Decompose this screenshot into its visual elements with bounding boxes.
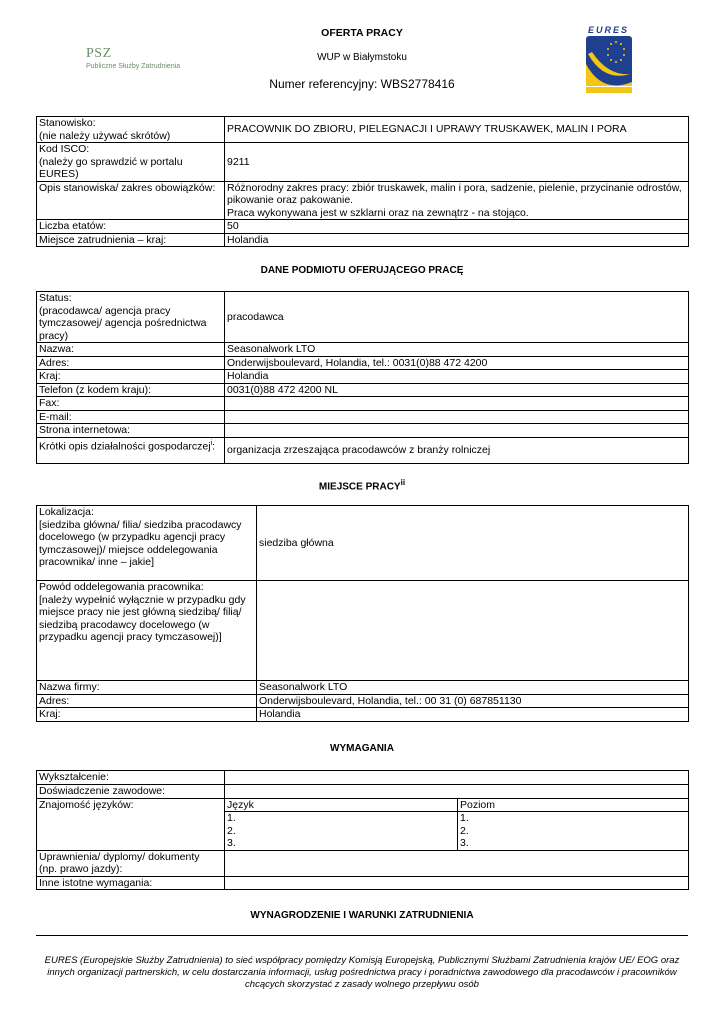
table-row	[37, 233, 689, 247]
positions-count-value: 50	[225, 220, 689, 234]
other-requirements-value	[225, 876, 689, 890]
psz-logo	[86, 46, 180, 70]
level-list	[458, 812, 689, 851]
website-value	[225, 424, 689, 438]
position-value: PRACOWNIK DO ZBIORU, PIELEGNACJI I UPRAWY TRUSKAWEK, MALIN I PORA	[225, 117, 689, 143]
psz-logo-abbr: PSZ	[86, 46, 112, 61]
other-requirements-label: Inne istotne wymagania:	[37, 876, 225, 890]
phone-label: Telefon (z kodem kraju):	[37, 383, 225, 397]
workplace-country-value: Holandia	[257, 708, 689, 722]
reference-number: Numer referencyjny: WBS2778416	[269, 77, 455, 91]
table-row	[37, 292, 689, 343]
table-row	[37, 506, 689, 581]
fax-value	[225, 397, 689, 411]
table-row	[37, 397, 689, 411]
table-row	[37, 424, 689, 438]
requirements-table	[36, 770, 689, 890]
salary-section-title: WYNAGRODZENIE I WARUNKI ZATRUDNIENIA	[250, 910, 474, 921]
psz-logo-name: Publiczne Służby Zatrudnienia	[86, 63, 181, 70]
workplace-country-label: Kraj:	[37, 708, 257, 722]
workplace-table	[36, 505, 689, 722]
isco-label: Kod ISCO: (należy go sprawdzić w portalu EURES)	[37, 143, 225, 182]
education-value	[225, 771, 689, 785]
table-row	[37, 876, 689, 890]
employer-country-value: Holandia	[225, 370, 689, 384]
company-name-label: Nazwa firmy:	[37, 681, 257, 695]
level-header: Poziom	[458, 798, 689, 812]
company-name-value: Seasonalwork LTO	[257, 681, 689, 695]
table-row	[37, 356, 689, 370]
eures-logo	[582, 24, 636, 96]
table-row	[37, 681, 689, 695]
workplace-address-value: Onderwijsboulevard, Holandia, tel.: 00 31 (0) 687851130	[257, 694, 689, 708]
table-row	[37, 343, 689, 357]
delegation-reason-value	[257, 581, 689, 681]
table-row	[37, 798, 689, 812]
document-title: OFERTA PRACY	[321, 27, 403, 39]
table-row	[37, 771, 689, 785]
footer-text: EURES (Europejskie Służby Zatrudnienia) to sieć współpracy pomiędzy Komisją Europejską, Publicznymi Służbami Zatrudnienia krajów UE/ EOG oraz innych organizacji partnerskich, w celu dostarczania informacji, usług pośrednictwa pracy i poradnictwa zawodowego dla pracodawców i pracowników chcących skorzystać z zasady wolnego przepływu osób	[44, 955, 680, 990]
footer-divider	[36, 935, 688, 936]
activity-value: organizacja zrzeszająca pracodawców z branży rolniczej	[225, 437, 689, 463]
workplace-address-label: Adres:	[37, 694, 257, 708]
licenses-value	[225, 850, 689, 876]
website-label: Strona internetowa:	[37, 424, 225, 438]
requirements-section-title: WYMAGANIA	[330, 743, 394, 754]
isco-value: 9211	[225, 143, 689, 182]
table-row	[37, 581, 689, 681]
level-item-2: 2.	[460, 824, 469, 837]
workplace-title-text: MIEJSCE PRACY	[318, 481, 401, 493]
workplace-section-title	[0, 478, 724, 492]
activity-label-text: Krótki opis działalności gospodarczej	[39, 440, 211, 452]
employer-country-label: Kraj:	[37, 370, 225, 384]
employer-name-label: Nazwa:	[37, 343, 225, 357]
email-value	[225, 410, 689, 424]
experience-value	[225, 785, 689, 799]
eures-logo-text: EURES	[588, 25, 630, 35]
phone-value: 0031(0)88 472 4200 NL	[225, 383, 689, 397]
activity-label	[37, 437, 225, 463]
employer-table	[36, 291, 689, 464]
language-item-2: 2.	[227, 824, 236, 837]
description-value: Różnorodny zakres pracy: zbiór truskawek, malin i pora, sadzenie, pielenie, przycinanie odrostów, pikowanie oraz pakowanie. Praca wykonywana jest w szklarni oraz na zewnątrz - na stojąco.	[225, 181, 689, 220]
table-row	[37, 694, 689, 708]
table-row	[37, 785, 689, 799]
languages-label: Znajomość języków:	[37, 798, 225, 850]
office-name: WUP w Białymstoku	[317, 52, 407, 63]
table-row	[37, 383, 689, 397]
language-header: Język	[225, 798, 458, 812]
table-row	[37, 437, 689, 463]
table-row	[37, 850, 689, 876]
location-value: siedziba główna	[257, 506, 689, 581]
level-item-3: 3.	[460, 837, 469, 849]
footnote-mark-i: i	[210, 439, 213, 447]
positions-count-label: Liczba etatów:	[37, 220, 225, 234]
employment-country-label: Miejsce zatrudnienia – kraj:	[37, 233, 225, 247]
experience-label: Doświadczenie zawodowe:	[37, 785, 225, 799]
employment-country-value: Holandia	[225, 233, 689, 247]
fax-label: Fax:	[37, 397, 225, 411]
licenses-label: Uprawnienia/ dyplomy/ dokumenty (np. prawo jazdy):	[37, 850, 225, 876]
description-label: Opis stanowiska/ zakres obowiązków:	[37, 181, 225, 220]
status-value: pracodawca	[225, 292, 689, 343]
language-item-3: 3.	[227, 837, 236, 849]
location-label: Lokalizacja: [siedziba główna/ filia/ siedziba pracodawcy docelowego (w przypadku agencji pracy tymczasowej)/ miejsce oddelegowania pracownika/ inne – jakie]	[37, 506, 257, 581]
language-list	[225, 812, 458, 851]
table-row	[37, 220, 689, 234]
footnote-mark-ii: ii	[400, 478, 406, 487]
education-label: Wykształcenie:	[37, 771, 225, 785]
employer-name-value: Seasonalwork LTO	[225, 343, 689, 357]
job-table	[36, 116, 689, 247]
eures-logo-icon	[582, 24, 636, 96]
status-label: Status: (pracodawca/ agencja pracy tymczasowej/ agencja pośrednictwa pracy)	[37, 292, 225, 343]
table-row	[37, 181, 689, 220]
employer-section-title: DANE PODMIOTU OFERUJĄCEGO PRACĘ	[260, 265, 464, 276]
position-label: Stanowisko: (nie należy używać skrótów)	[37, 117, 225, 143]
table-row	[37, 143, 689, 182]
level-item-1: 1.	[460, 812, 469, 824]
employer-address-label: Adres:	[37, 356, 225, 370]
language-item-1: 1.	[227, 812, 236, 824]
table-row	[37, 117, 689, 143]
delegation-reason-label: Powód oddelegowania pracownika: [należy wypełnić wyłącznie w przypadku gdy miejsce pracy nie jest główną siedzibą/ filią/ siedzibą pracodawcy docelowego (w przypadku agencji pracy tymczasowej)]	[37, 581, 257, 681]
activity-label-colon: :	[212, 440, 216, 452]
table-row	[37, 708, 689, 722]
employer-address-value: Onderwijsboulevard, Holandia, tel.: 0031(0)88 472 4200	[225, 356, 689, 370]
email-label: E-mail:	[37, 410, 225, 424]
table-row	[37, 370, 689, 384]
table-row	[37, 410, 689, 424]
